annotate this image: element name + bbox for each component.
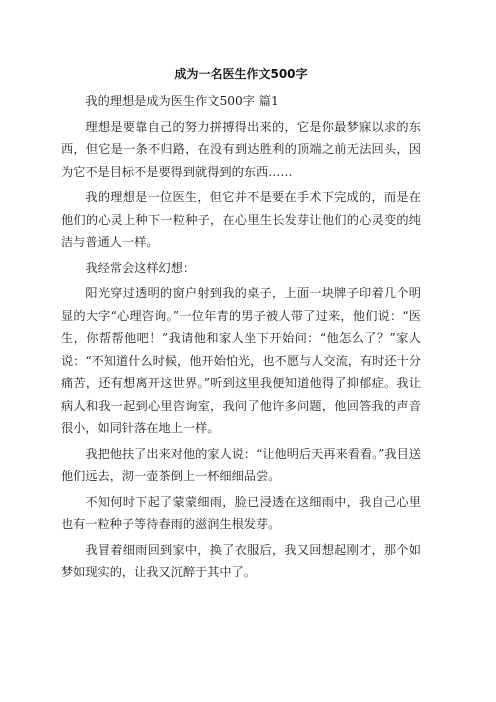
paragraph: 不知何时下起了蒙蒙细雨，脸已浸透在这细雨中，我自己心里也有一粒种子等待春雨的滋润生根发芽。 xyxy=(61,494,421,531)
paragraph: 理想是要靠自己的努力拼搏得出来的，它是你最梦寐以求的东西，但它是一条不归路，在没有到达胜利的顶端之前无法回头，因为它不是目标不是要得到就得到的东西…… xyxy=(61,119,421,179)
paragraph-subheading: 我的理想是成为医生作文500字 篇1 xyxy=(85,94,279,108)
document-title: 成为一名医生作文500字 xyxy=(174,67,308,81)
paragraph: 我经常会这样幻想： xyxy=(85,260,196,275)
paragraph: 我的理想是一位医生，但它并不是要在手术下完成的，而是在他们的心灵上种下一粒种子，在心里生长发芽让他们的心灵变的纯洁与普通人一样。 xyxy=(61,190,421,249)
paragraph: 我把他扶了出来对他的家人说：“让他明后天再来看看。”我目送他们远去，沏一壶茶倒上一杯细细品尝。 xyxy=(61,446,421,483)
paragraph: 阳光穿过透明的窗户射到我的桌子，上面一块牌子印着几个明显的大字“心理咨询。”一位年青的男子被人带了过来，他们说：“医生，你帮帮他吧！”我请他和家人坐下开始问：“他怎么了？”家人说：“不知道什么时候，他开始怕光，也不愿与人交流，有时还十分痛苦，还有想离开这世界。”听到这里我便知道他得了抑郁症。我让病人和我一起到心里咨询室，我问了他许多问题，他回答我的声音很小，如同针落在地上一样。 xyxy=(61,286,421,435)
document-body xyxy=(61,66,421,587)
paragraph: 我冒着细雨回到家中，换了衣服后，我又回想起刚才，那个如梦如现实的，让我又沉醉于其中了。 xyxy=(61,542,421,579)
